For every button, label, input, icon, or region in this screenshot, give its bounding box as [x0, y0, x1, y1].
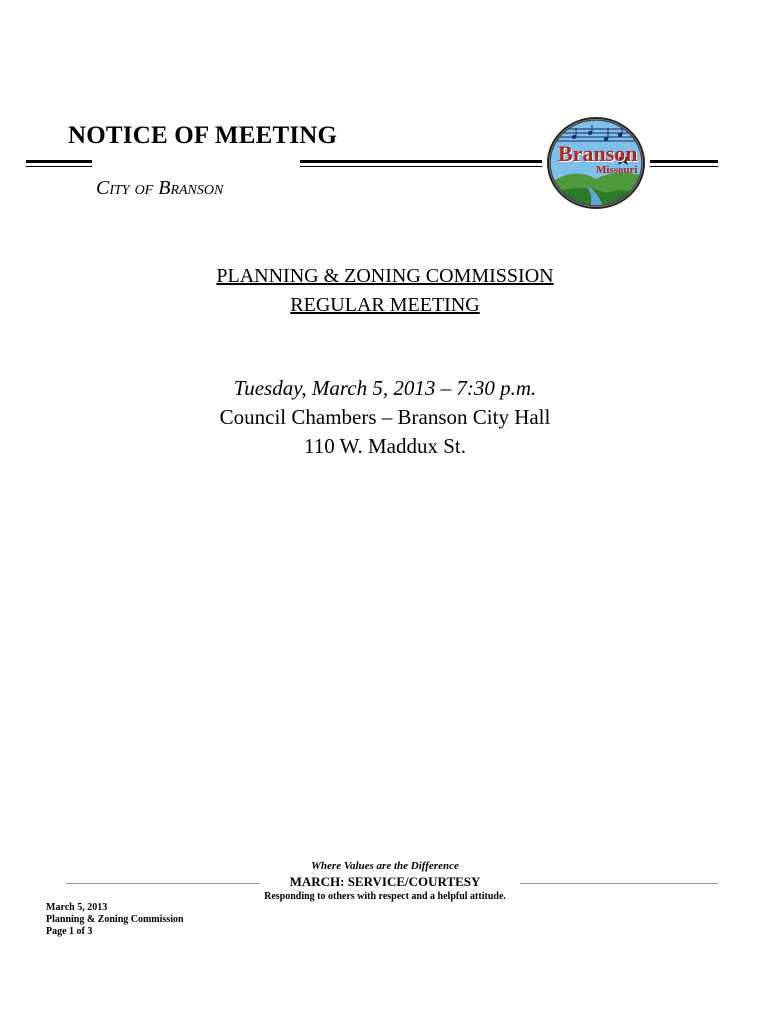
header-rule-left-top — [26, 160, 92, 163]
footer-theme: MARCH: SERVICE/COURTESY — [289, 874, 481, 889]
footer-commission: Planning & Zoning Commission — [46, 914, 184, 925]
header-rule-mid-top — [300, 160, 542, 163]
footer-date: March 5, 2013 — [46, 902, 108, 913]
city-name: City of Branson — [96, 177, 224, 199]
commission-title: PLANNING & ZONING COMMISSION — [216, 265, 554, 287]
footer-rule-right — [520, 883, 718, 884]
header-rule-left-bottom — [26, 166, 92, 167]
header-rule-right-top — [650, 160, 718, 163]
branson-logo — [546, 117, 646, 209]
notice-title: NOTICE OF MEETING — [68, 122, 338, 149]
meeting-location: Council Chambers – Branson City Hall — [219, 405, 551, 429]
logo-subtext: Missouri — [596, 164, 638, 176]
meeting-datetime: Tuesday, March 5, 2013 – 7:30 p.m. — [233, 376, 537, 400]
header-rule-mid-bottom — [300, 166, 542, 167]
footer-description: Responding to others with respect and a helpful attitude. — [264, 891, 506, 902]
footer-page-number: Page 1 of 3 — [46, 926, 93, 937]
meeting-type: REGULAR MEETING — [290, 294, 480, 316]
logo-text: Branson — [558, 141, 638, 166]
footer-tagline: Where Values are the Difference — [311, 860, 459, 872]
meeting-address: 110 W. Maddux St. — [304, 434, 466, 458]
header-rule-right-bottom — [650, 166, 718, 167]
